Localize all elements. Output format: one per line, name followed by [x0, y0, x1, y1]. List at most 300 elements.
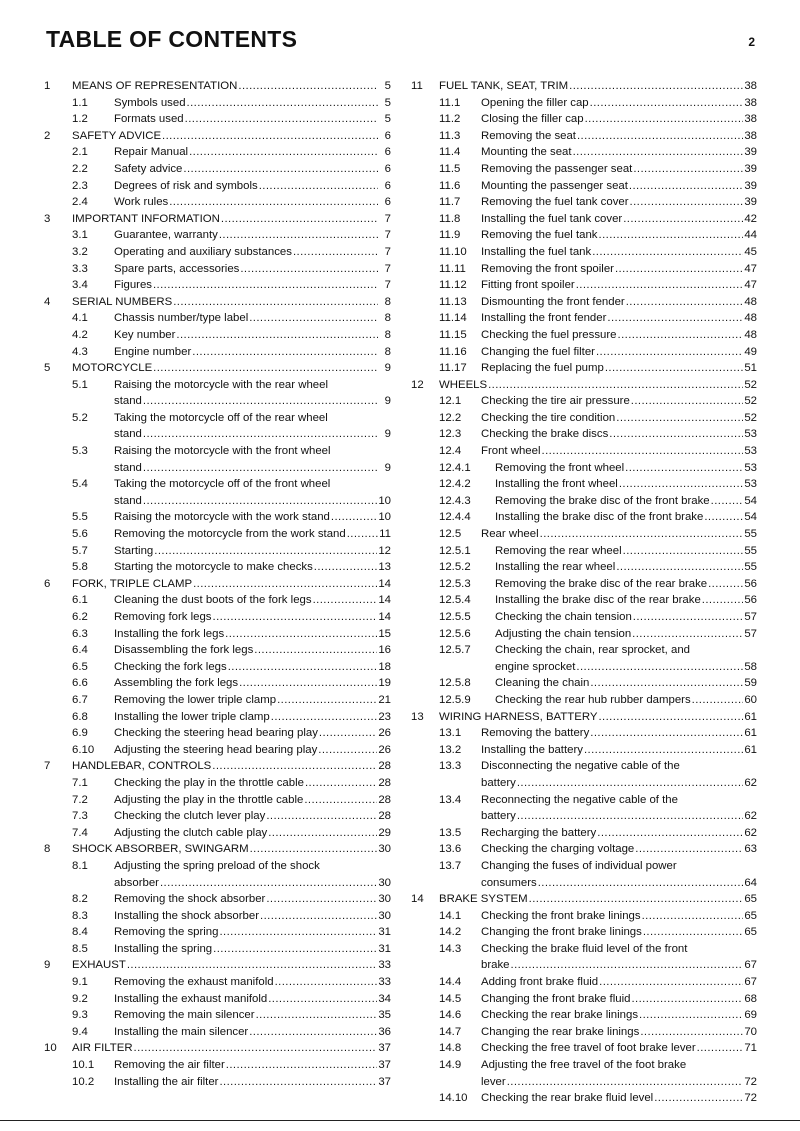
- toc-entry[interactable]: [44, 327, 391, 344]
- toc-entry[interactable]: [44, 543, 391, 560]
- toc-entry[interactable]: [44, 775, 391, 792]
- toc-entry-page: 14: [378, 577, 391, 590]
- dot-leader: [266, 891, 377, 908]
- toc-entry-title: stand: [114, 428, 142, 441]
- dot-leader: [313, 592, 378, 609]
- toc-entry-number: 4.2: [72, 328, 88, 341]
- toc-entry[interactable]: [411, 493, 757, 510]
- toc-entry[interactable]: [411, 692, 757, 709]
- toc-chapter[interactable]: [44, 1040, 391, 1057]
- toc-entry[interactable]: [411, 841, 757, 858]
- toc-entry-page: 53: [744, 461, 757, 474]
- toc-entry-page: 51: [744, 362, 757, 375]
- toc-entry[interactable]: [411, 526, 757, 543]
- toc-entry[interactable]: [411, 974, 757, 991]
- toc-entry-number: 11.8: [439, 212, 461, 225]
- toc-entry[interactable]: [44, 974, 391, 991]
- toc-entry[interactable]: [411, 1040, 757, 1057]
- dot-leader: [607, 310, 743, 327]
- toc-entry[interactable]: [411, 261, 757, 278]
- toc-entry[interactable]: [411, 675, 757, 692]
- toc-entry-number: 14.10: [439, 1092, 468, 1105]
- toc-entry-page: 39: [744, 162, 757, 175]
- toc-entry[interactable]: [411, 128, 757, 145]
- toc-entry[interactable]: [44, 227, 391, 244]
- toc-entry[interactable]: [44, 377, 391, 410]
- toc-entry[interactable]: [411, 211, 757, 228]
- toc-entry-page: 39: [744, 179, 757, 192]
- toc-entry-title: Installing the front wheel: [495, 478, 618, 491]
- toc-entry-number: 3.3: [72, 262, 88, 275]
- toc-entry[interactable]: [411, 194, 757, 211]
- toc-entry[interactable]: [411, 95, 757, 112]
- toc-entry-number: 11.11: [439, 262, 466, 275]
- toc-chapter[interactable]: [44, 758, 391, 775]
- toc-entry-title: Checking the charging voltage: [481, 843, 635, 856]
- toc-entry-page: 9: [384, 428, 391, 441]
- toc-entry-title: BRAKE SYSTEM: [439, 893, 528, 906]
- dot-leader: [590, 95, 744, 112]
- toc-entry[interactable]: [411, 344, 757, 361]
- toc-entry[interactable]: [411, 509, 757, 526]
- toc-entry-number: 5.8: [72, 561, 88, 574]
- toc-entry[interactable]: [44, 1074, 391, 1091]
- toc-entry-page: 7: [384, 229, 391, 242]
- toc-entry[interactable]: [44, 111, 391, 128]
- toc-entry[interactable]: [44, 642, 391, 659]
- toc-entry[interactable]: [44, 1024, 391, 1041]
- toc-entry-page: 64: [744, 876, 757, 889]
- dot-leader: [260, 908, 377, 925]
- toc-entry-title: Installing the main silencer: [114, 1025, 249, 1038]
- toc-entry[interactable]: [411, 410, 757, 427]
- toc-chapter[interactable]: [411, 377, 757, 394]
- toc-entry[interactable]: [411, 908, 757, 925]
- dot-leader: [127, 957, 378, 974]
- toc-entry-number: 1.2: [72, 113, 88, 126]
- dot-leader: [305, 775, 377, 792]
- toc-entry-title: stand: [114, 494, 142, 507]
- toc-chapter[interactable]: [44, 294, 391, 311]
- toc-entry-page: 6: [384, 129, 391, 142]
- toc-entry-page: 5: [384, 96, 391, 109]
- toc-entry-title: SHOCK ABSORBER, SWINGARM: [72, 843, 249, 856]
- toc-entry[interactable]: [411, 277, 757, 294]
- toc-entry[interactable]: [411, 1024, 757, 1041]
- toc-entry[interactable]: [411, 626, 757, 643]
- toc-entry[interactable]: [44, 709, 391, 726]
- toc-entry[interactable]: [44, 244, 391, 261]
- toc-entry-title: Recharging the battery: [481, 826, 597, 839]
- dot-leader: [576, 659, 743, 676]
- toc-entry-page: 67: [744, 959, 757, 972]
- dot-leader: [254, 642, 377, 659]
- dot-leader: [143, 493, 377, 510]
- toc-entry-number: 5.4: [72, 478, 88, 491]
- dot-leader: [277, 692, 377, 709]
- toc-entry-page: 11: [379, 528, 391, 541]
- toc-entry-number: 13: [411, 710, 424, 723]
- toc-entry-title: Checking the rear hub rubber dampers: [495, 693, 691, 706]
- toc-entry-title: Formats used: [114, 113, 184, 126]
- toc-entry[interactable]: [411, 825, 757, 842]
- toc-chapter[interactable]: [411, 891, 757, 908]
- toc-entry-page: 47: [744, 279, 757, 292]
- toc-entry[interactable]: [44, 692, 391, 709]
- toc-entry[interactable]: [411, 327, 757, 344]
- toc-entry[interactable]: [44, 941, 391, 958]
- toc-entry-number: 8: [44, 843, 51, 856]
- toc-entry-number: 6.2: [72, 611, 88, 623]
- toc-entry-title: Rear wheel: [481, 528, 539, 541]
- toc-entry-number: 6.3: [72, 627, 88, 640]
- toc-entry-title: Removing the shock absorber: [114, 893, 266, 906]
- toc-entry-title: Degrees of risk and symbols: [114, 179, 258, 192]
- toc-entry[interactable]: [44, 725, 391, 742]
- toc-entry[interactable]: [44, 310, 391, 327]
- toc-entry-number: 14.1: [439, 909, 462, 922]
- dot-leader: [692, 692, 744, 709]
- toc-entry-page: 21: [378, 693, 391, 706]
- toc-entry-title: AIR FILTER: [72, 1042, 133, 1055]
- toc-entry-page: 9: [384, 461, 391, 474]
- toc-entry-number: 2.1: [72, 146, 88, 159]
- toc-entry-number: 2.4: [72, 196, 88, 209]
- toc-chapter[interactable]: [44, 841, 391, 858]
- toc-entry[interactable]: [411, 144, 757, 161]
- toc-entry-number: 8.5: [72, 942, 88, 955]
- toc-entry[interactable]: [44, 742, 391, 759]
- toc-entry[interactable]: [44, 344, 391, 361]
- toc-entry[interactable]: [411, 460, 757, 477]
- toc-entry-page: 39: [744, 146, 757, 159]
- toc-entry[interactable]: [411, 476, 757, 493]
- toc-entry-number: 13.7: [439, 859, 462, 872]
- toc-entry-page: 62: [744, 810, 757, 823]
- dot-leader: [704, 509, 743, 526]
- dot-leader: [599, 227, 744, 244]
- toc-entry[interactable]: [44, 526, 391, 543]
- dot-leader: [162, 128, 378, 145]
- toc-entry-page: 37: [378, 1059, 391, 1072]
- toc-entry[interactable]: [411, 310, 757, 327]
- dot-leader: [569, 78, 743, 95]
- toc-entry[interactable]: [411, 111, 757, 128]
- toc-entry-number: 12.4.4: [439, 511, 471, 524]
- toc-entry-title: Adjusting the clutch cable play: [114, 826, 268, 839]
- toc-entry-page: 12: [378, 544, 391, 557]
- toc-entry-number: 12.4.2: [439, 478, 471, 491]
- toc-entry-title: brake: [481, 959, 510, 972]
- toc-entry-number: 13.3: [439, 760, 462, 773]
- dot-leader: [319, 725, 377, 742]
- toc-entry-page: 44: [744, 229, 757, 242]
- toc-entry-number: 12.5.9: [439, 693, 471, 706]
- toc-entry-number: 6.7: [72, 693, 88, 706]
- toc-entry-title: Repair Manual: [114, 146, 189, 159]
- toc-entry-title: Adjusting the steering head bearing play: [114, 743, 318, 756]
- toc-entry-number: 11.6: [439, 179, 461, 192]
- toc-chapter[interactable]: [44, 78, 391, 95]
- dot-leader: [635, 841, 743, 858]
- toc-entry[interactable]: [44, 95, 391, 112]
- dot-leader: [640, 1024, 743, 1041]
- toc-entry-page: 16: [378, 644, 391, 657]
- toc-chapter[interactable]: [44, 128, 391, 145]
- dot-leader: [597, 825, 743, 842]
- toc-entry[interactable]: [44, 443, 391, 476]
- toc-entry-title: Raising the motorcycle with the front wheel: [114, 445, 331, 458]
- toc-entry-page: 55: [744, 561, 757, 574]
- toc-entry-number: 14.5: [439, 992, 462, 1005]
- dot-leader: [189, 144, 378, 161]
- toc-entry-number: 7.2: [72, 793, 88, 806]
- toc-entry-number: 11.1: [439, 96, 461, 109]
- toc-entry-page: 72: [744, 1092, 757, 1105]
- toc-chapter[interactable]: [44, 576, 391, 593]
- toc-entry[interactable]: [44, 261, 391, 278]
- toc-entry-page: 54: [744, 511, 757, 524]
- toc-chapter[interactable]: [44, 211, 391, 228]
- toc-entry-title: Installing the front fender: [481, 312, 607, 325]
- toc-entry[interactable]: [44, 410, 391, 443]
- toc-entry[interactable]: [411, 758, 757, 791]
- toc-entry[interactable]: [411, 294, 757, 311]
- toc-entry-number: 11.12: [439, 279, 467, 292]
- toc-entry-number: 12.4.1: [439, 461, 471, 474]
- toc-entry[interactable]: [44, 858, 391, 891]
- toc-entry[interactable]: [411, 559, 757, 576]
- toc-entry-page: 62: [744, 776, 757, 789]
- dot-leader: [154, 543, 377, 560]
- toc-entry[interactable]: [44, 1057, 391, 1074]
- toc-entry[interactable]: [411, 792, 757, 825]
- toc-entry-number: 8.1: [72, 859, 88, 872]
- toc-entry[interactable]: [411, 725, 757, 742]
- toc-entry-page: 57: [744, 627, 757, 640]
- toc-entry[interactable]: [411, 592, 757, 609]
- dot-leader: [226, 1057, 378, 1074]
- toc-entry[interactable]: [44, 592, 391, 609]
- toc-entry-page: 30: [378, 876, 391, 889]
- toc-entry-page: 29: [378, 826, 391, 839]
- dot-leader: [642, 908, 744, 925]
- toc-entry[interactable]: [411, 178, 757, 195]
- toc-entry[interactable]: [411, 609, 757, 626]
- toc-entry[interactable]: [411, 941, 757, 974]
- toc-entry[interactable]: [411, 991, 757, 1008]
- toc-entry-title: Removing the exhaust manifold: [114, 976, 274, 989]
- toc-entry-number: 13.6: [439, 843, 462, 856]
- toc-entry[interactable]: [44, 161, 391, 178]
- toc-entry-number: 12.5.6: [439, 627, 471, 640]
- toc-entry[interactable]: [44, 476, 391, 509]
- toc-entry-number: 5.3: [72, 445, 88, 458]
- dot-leader: [213, 941, 377, 958]
- toc-entry-number: 11.3: [439, 129, 461, 142]
- toc-entry-title: Adjusting the free travel of the foot brake: [481, 1059, 687, 1072]
- toc-entry-page: 38: [744, 80, 757, 92]
- toc-entry-number: 13.2: [439, 743, 462, 756]
- toc-entry-title: Key number: [114, 328, 176, 341]
- toc-entry-number: 4.1: [72, 312, 88, 325]
- toc-chapter[interactable]: [44, 957, 391, 974]
- toc-entry-title: HANDLEBAR, CONTROLS: [72, 760, 212, 773]
- toc-entry-title: Removing the front spoiler: [481, 262, 614, 275]
- toc-entry-number: 14.4: [439, 976, 462, 989]
- toc-entry[interactable]: [44, 659, 391, 676]
- toc-entry[interactable]: [44, 675, 391, 692]
- toc-entry-title: Checking the tire condition: [481, 411, 616, 424]
- dot-leader: [626, 294, 744, 311]
- toc-entry-title: Disconnecting the negative cable of the: [481, 760, 680, 773]
- dot-leader: [249, 310, 378, 327]
- toc-entry-number: 11.15: [439, 328, 467, 341]
- toc-entry[interactable]: [411, 426, 757, 443]
- dot-leader: [219, 227, 378, 244]
- toc-entry-page: 7: [384, 262, 391, 275]
- toc-entry-number: 14.3: [439, 942, 462, 955]
- toc-entry[interactable]: [44, 908, 391, 925]
- toc-entry[interactable]: [44, 924, 391, 941]
- toc-entry-number: 2: [44, 129, 51, 142]
- toc-column-left: [44, 78, 391, 1090]
- toc-entry-page: 30: [378, 843, 391, 856]
- toc-entry-title: stand: [114, 395, 142, 408]
- toc-entry[interactable]: [411, 161, 757, 178]
- dot-leader: [213, 609, 378, 626]
- toc-entry-title: Safety advice: [114, 162, 183, 175]
- toc-entry[interactable]: [44, 609, 391, 626]
- toc-entry-title: Taking the motorcycle off of the rear wheel: [114, 411, 328, 424]
- dot-leader: [654, 1090, 743, 1107]
- toc-entry-number: 6.9: [72, 727, 88, 740]
- toc-entry[interactable]: [44, 559, 391, 576]
- toc-entry[interactable]: [44, 626, 391, 643]
- toc-entry-page: 8: [384, 312, 391, 325]
- toc-entry-page: 65: [744, 926, 757, 939]
- dot-leader: [183, 161, 378, 178]
- toc-entry-title: Engine number: [114, 345, 192, 358]
- toc-entry-number: 11: [411, 80, 423, 92]
- toc-entry[interactable]: [44, 1007, 391, 1024]
- toc-entry[interactable]: [411, 1057, 757, 1090]
- toc-entry-title: Checking the chain, rear sprocket, and: [495, 644, 691, 657]
- toc-entry-number: 12.5.8: [439, 677, 471, 690]
- dot-leader: [259, 178, 378, 195]
- toc-entry-page: 30: [378, 893, 391, 906]
- dot-leader: [212, 758, 377, 775]
- toc-entry[interactable]: [411, 924, 757, 941]
- toc-chapter[interactable]: [411, 709, 757, 726]
- toc-entry[interactable]: [44, 509, 391, 526]
- toc-entry-page: 59: [744, 677, 757, 690]
- toc-entry-page: 37: [378, 1042, 391, 1055]
- toc-entry[interactable]: [44, 277, 391, 294]
- toc-entry-number: 4.3: [72, 345, 88, 358]
- toc-entry-title: Taking the motorcycle off of the front wheel: [114, 478, 331, 491]
- toc-entry-title: SERIAL NUMBERS: [72, 295, 173, 308]
- toc-entry-page: 38: [744, 129, 757, 142]
- toc-entry-page: 33: [378, 976, 391, 989]
- toc-entry[interactable]: [44, 194, 391, 211]
- toc-entry-title: engine sprocket: [495, 660, 576, 673]
- toc-entry-number: 2.2: [72, 162, 88, 175]
- toc-entry[interactable]: [411, 227, 757, 244]
- toc-entry[interactable]: [411, 244, 757, 261]
- toc-entry-page: 28: [378, 810, 391, 823]
- toc-entry-title: Adjusting the spring preload of the shock: [114, 859, 320, 872]
- toc-entry-number: 12.4.3: [439, 494, 471, 507]
- toc-entry-number: 6: [44, 577, 51, 590]
- toc-entry-title: Removing fork legs: [114, 611, 212, 623]
- toc-entry-title: Installing the fork legs: [114, 627, 225, 640]
- toc-entry[interactable]: [44, 991, 391, 1008]
- toc-entry[interactable]: [411, 1090, 757, 1107]
- toc-entry[interactable]: [411, 642, 757, 675]
- toc-entry-page: 26: [378, 727, 391, 740]
- toc-entry-number: 2.3: [72, 179, 88, 192]
- toc-entry-title: battery: [481, 776, 516, 789]
- toc-entry[interactable]: [44, 792, 391, 809]
- toc-entry[interactable]: [44, 891, 391, 908]
- toc-chapter[interactable]: [411, 78, 757, 95]
- footer-divider: [0, 1120, 800, 1121]
- toc-entry-page: 6: [384, 162, 391, 175]
- toc-entry-page: 28: [378, 793, 391, 806]
- toc-entry-number: 6.10: [72, 743, 95, 756]
- toc-entry-number: 12: [411, 378, 424, 391]
- toc-entry[interactable]: [411, 576, 757, 593]
- dot-leader: [631, 991, 743, 1008]
- toc-entry[interactable]: [44, 178, 391, 195]
- toc-entry-number: 7.1: [72, 776, 88, 789]
- toc-entry-page: 8: [384, 345, 391, 358]
- dot-leader: [616, 410, 743, 427]
- toc-entry[interactable]: [44, 144, 391, 161]
- toc-entry[interactable]: [411, 858, 757, 891]
- toc-entry-page: 58: [744, 660, 757, 673]
- toc-entry[interactable]: [411, 393, 757, 410]
- toc-entry-page: 48: [744, 312, 757, 325]
- toc-entry[interactable]: [44, 825, 391, 842]
- toc-entry-number: 6.6: [72, 677, 88, 690]
- toc-entry-page: 36: [378, 1025, 391, 1038]
- toc-entry-title: Adding front brake fluid: [481, 976, 599, 989]
- dot-leader: [590, 675, 743, 692]
- toc-entry-page: 57: [744, 611, 757, 623]
- toc-entry-title: Checking the brake discs: [481, 428, 609, 441]
- toc-entry[interactable]: [411, 443, 757, 460]
- toc-entry[interactable]: [411, 360, 757, 377]
- dot-leader: [293, 244, 378, 261]
- toc-entry-title: Removing the brake disc of the front brake: [495, 494, 710, 507]
- dot-leader: [576, 277, 744, 294]
- toc-chapter[interactable]: [44, 360, 391, 377]
- toc-entry-page: 13: [378, 561, 391, 574]
- toc-entry[interactable]: [411, 742, 757, 759]
- toc-entry[interactable]: [44, 808, 391, 825]
- toc-entry[interactable]: [411, 543, 757, 560]
- toc-entry[interactable]: [411, 1007, 757, 1024]
- toc-entry-title: Installing the shock absorber: [114, 909, 259, 922]
- dot-leader: [517, 808, 744, 825]
- toc-entry-number: 9.2: [72, 992, 88, 1005]
- toc-entry-number: 12.3: [439, 428, 462, 441]
- toc-entry-page: 71: [744, 1042, 757, 1055]
- toc-entry-title: Reconnecting the negative cable of the: [481, 793, 678, 806]
- toc-entry-number: 14.9: [439, 1059, 462, 1072]
